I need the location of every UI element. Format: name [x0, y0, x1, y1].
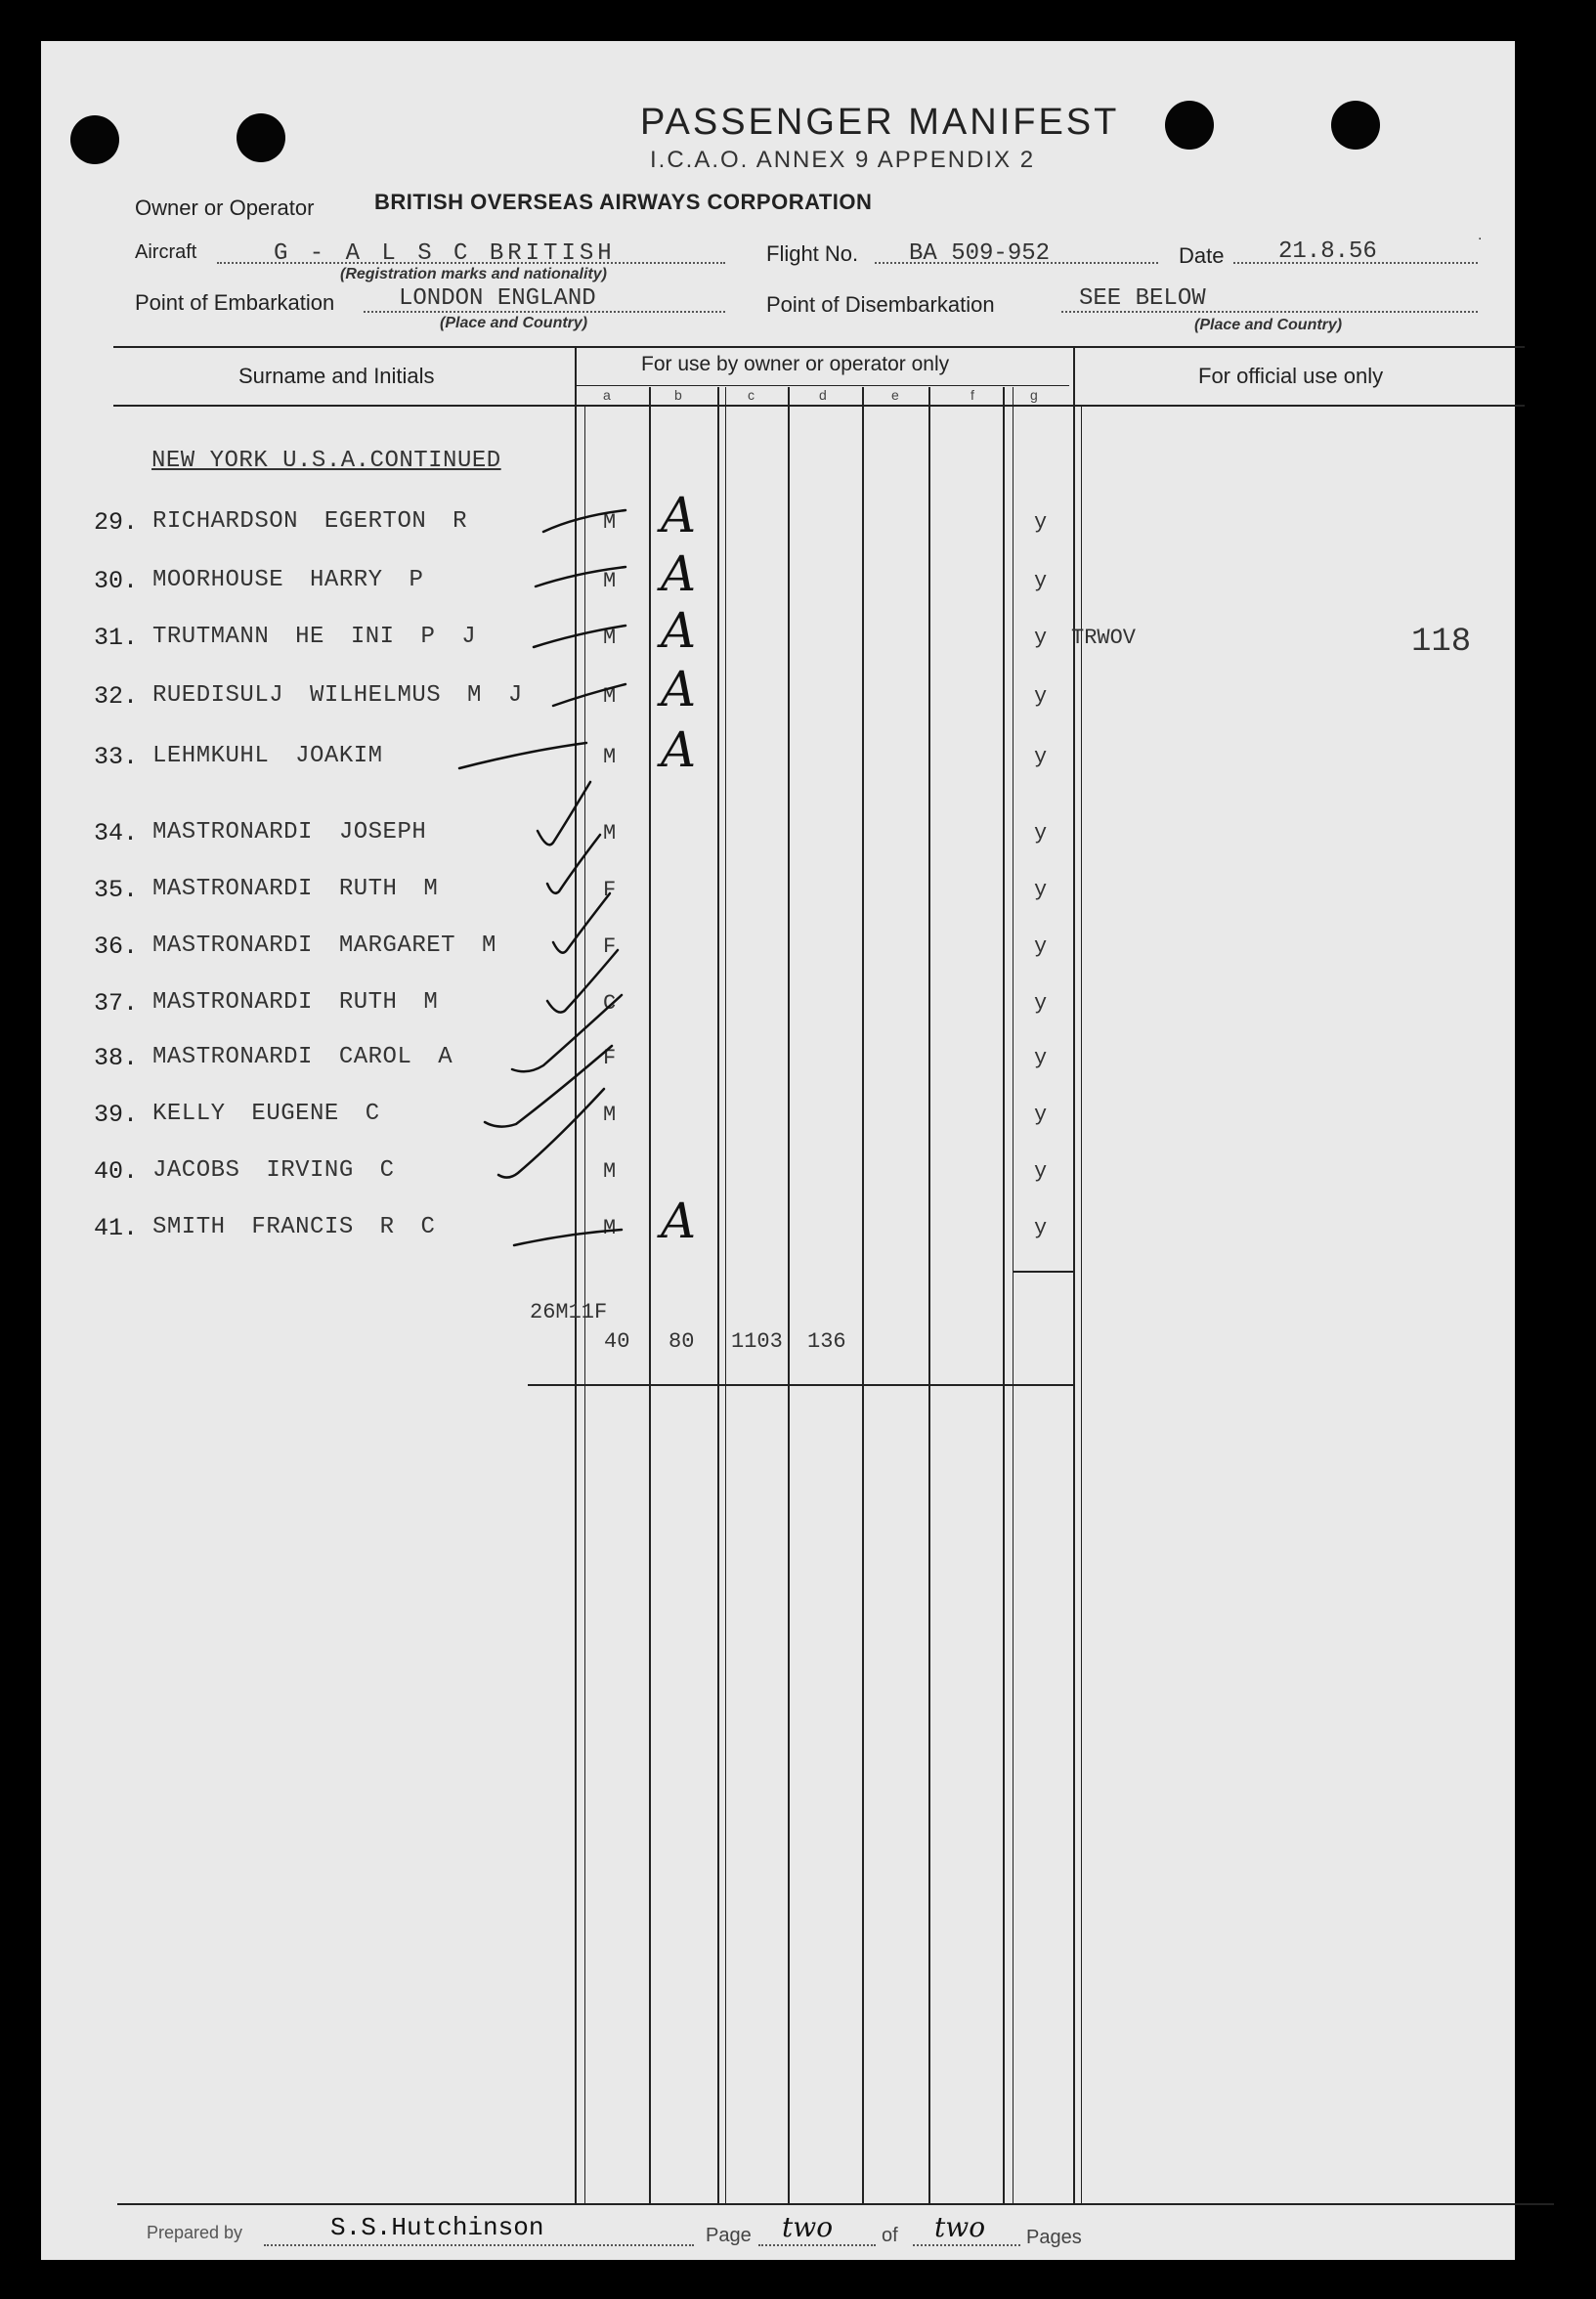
cell-sex: M: [603, 684, 617, 709]
row-number: 38.: [94, 1044, 139, 1072]
cell-b-mark: A: [661, 721, 697, 778]
cell-sex: F: [603, 934, 617, 959]
cell-g: y: [1034, 1103, 1048, 1127]
passenger-name: RUEDISULJ WILHELMUS M J: [152, 682, 523, 709]
row-number: 36.: [94, 933, 139, 961]
cell-sex: F: [603, 1046, 617, 1070]
row-number: 31.: [94, 624, 139, 652]
passenger-name: SMITH FRANCIS R C: [152, 1214, 436, 1240]
cell-b-mark: A: [661, 602, 697, 659]
passenger-name: MASTRONARDI JOSEPH: [152, 819, 427, 846]
totals-c: 1103: [731, 1329, 783, 1354]
row-number: 35.: [94, 876, 139, 904]
embark-note: (Place and Country): [440, 315, 588, 331]
cell-sex: M: [603, 510, 617, 535]
section-header: NEW YORK U.S.A.CONTINUED: [151, 448, 501, 474]
passenger-name: KELLY EUGENE C: [152, 1101, 380, 1127]
passenger-name: MOORHOUSE HARRY P: [152, 567, 424, 593]
cell-sex: C: [603, 991, 617, 1016]
row-number: 41.: [94, 1214, 139, 1242]
totals-d: 136: [807, 1329, 846, 1354]
of-label: of: [882, 2225, 898, 2246]
official-number: 118: [1411, 624, 1472, 661]
date-value: 21.8.56: [1278, 239, 1377, 265]
page-subtitle: I.C.A.O. ANNEX 9 APPENDIX 2: [650, 147, 1036, 173]
totals-b: 80: [669, 1329, 695, 1354]
cell-sex: M: [603, 1216, 617, 1240]
cell-sex: M: [603, 1159, 617, 1184]
surname-column-header: Surname and Initials: [238, 364, 435, 388]
cell-official: TRWOV: [1071, 626, 1137, 650]
passenger-name: TRUTMANN HE INI P J: [152, 624, 477, 650]
col-letter-b: b: [674, 387, 682, 403]
cell-b-mark: A: [661, 545, 697, 602]
flight-label: Flight No.: [766, 241, 859, 266]
totals-a: 40: [604, 1329, 630, 1354]
cell-sex: M: [603, 569, 617, 593]
row-number: 29.: [94, 508, 139, 537]
cell-g: y: [1034, 1159, 1048, 1184]
page-label: Page: [706, 2225, 752, 2246]
col-letter-c: c: [748, 387, 755, 403]
disembark-value: SEE BELOW: [1079, 285, 1206, 312]
cell-sex: M: [603, 745, 617, 769]
col-letter-e: e: [891, 387, 899, 403]
passenger-name: MASTRONARDI RUTH M: [152, 989, 439, 1016]
totals-mf: 26M11F: [530, 1300, 608, 1324]
page-value: two: [782, 2211, 834, 2243]
cell-b-mark: A: [661, 1193, 697, 1249]
owner-use-column-header: For use by owner or operator only: [641, 353, 950, 375]
cell-g: y: [1034, 878, 1048, 902]
of-value: two: [934, 2211, 986, 2243]
cell-g: y: [1034, 934, 1048, 959]
official-use-column-header: For official use only: [1198, 364, 1384, 388]
cell-sex: M: [603, 821, 617, 846]
row-number: 32.: [94, 682, 139, 711]
cell-b-mark: A: [661, 661, 697, 717]
cell-g: y: [1034, 1216, 1048, 1240]
embark-label: Point of Embarkation: [135, 290, 335, 315]
cell-g: y: [1034, 821, 1048, 846]
owner-label: Owner or Operator: [135, 195, 315, 220]
pages-label: Pages: [1026, 2227, 1082, 2248]
passenger-name: MASTRONARDI CAROL A: [152, 1044, 453, 1070]
cell-g: y: [1034, 1046, 1048, 1070]
cell-sex: M: [603, 626, 617, 650]
cell-g: y: [1034, 684, 1048, 709]
flight-value: BA 509-952: [909, 240, 1051, 267]
passenger-name: JACOBS IRVING C: [152, 1157, 395, 1184]
passenger-name: MASTRONARDI RUTH M: [152, 876, 439, 902]
prepared-label: Prepared by: [147, 2223, 243, 2242]
cell-b-mark: A: [661, 487, 697, 543]
row-number: 30.: [94, 567, 139, 595]
cell-sex: F: [603, 878, 617, 902]
page-title: PASSENGER MANIFEST: [640, 102, 1120, 143]
passenger-name: LEHMKUHL JOAKIM: [152, 743, 383, 769]
cell-g: y: [1034, 510, 1048, 535]
aircraft-value: G - A L S C BRITISH: [274, 240, 616, 267]
row-number: 40.: [94, 1157, 139, 1186]
col-letter-d: d: [819, 387, 827, 403]
passenger-name: RICHARDSON EGERTON R: [152, 508, 468, 535]
embark-value: LONDON ENGLAND: [399, 285, 596, 312]
cell-sex: M: [603, 1103, 617, 1127]
col-letter-g: g: [1030, 387, 1038, 403]
cell-g: y: [1034, 626, 1048, 650]
disembark-note: (Place and Country): [1194, 317, 1343, 333]
row-number: 33.: [94, 743, 139, 771]
passenger-name: MASTRONARDI MARGARET M: [152, 933, 496, 959]
col-letter-a: a: [603, 387, 611, 403]
aircraft-label: Aircraft: [135, 241, 197, 263]
aircraft-note: (Registration marks and nationality): [340, 266, 607, 282]
cell-g: y: [1034, 745, 1048, 769]
col-letter-f: f: [971, 387, 974, 403]
owner-value: BRITISH OVERSEAS AIRWAYS CORPORATION: [374, 190, 873, 214]
row-number: 39.: [94, 1101, 139, 1129]
cell-g: y: [1034, 991, 1048, 1016]
date-label: Date: [1179, 243, 1225, 268]
row-number: 34.: [94, 819, 139, 847]
row-number: 37.: [94, 989, 139, 1018]
cell-g: y: [1034, 569, 1048, 593]
disembark-label: Point of Disembarkation: [766, 292, 995, 317]
prepared-value: S.S.Hutchinson: [330, 2213, 544, 2242]
